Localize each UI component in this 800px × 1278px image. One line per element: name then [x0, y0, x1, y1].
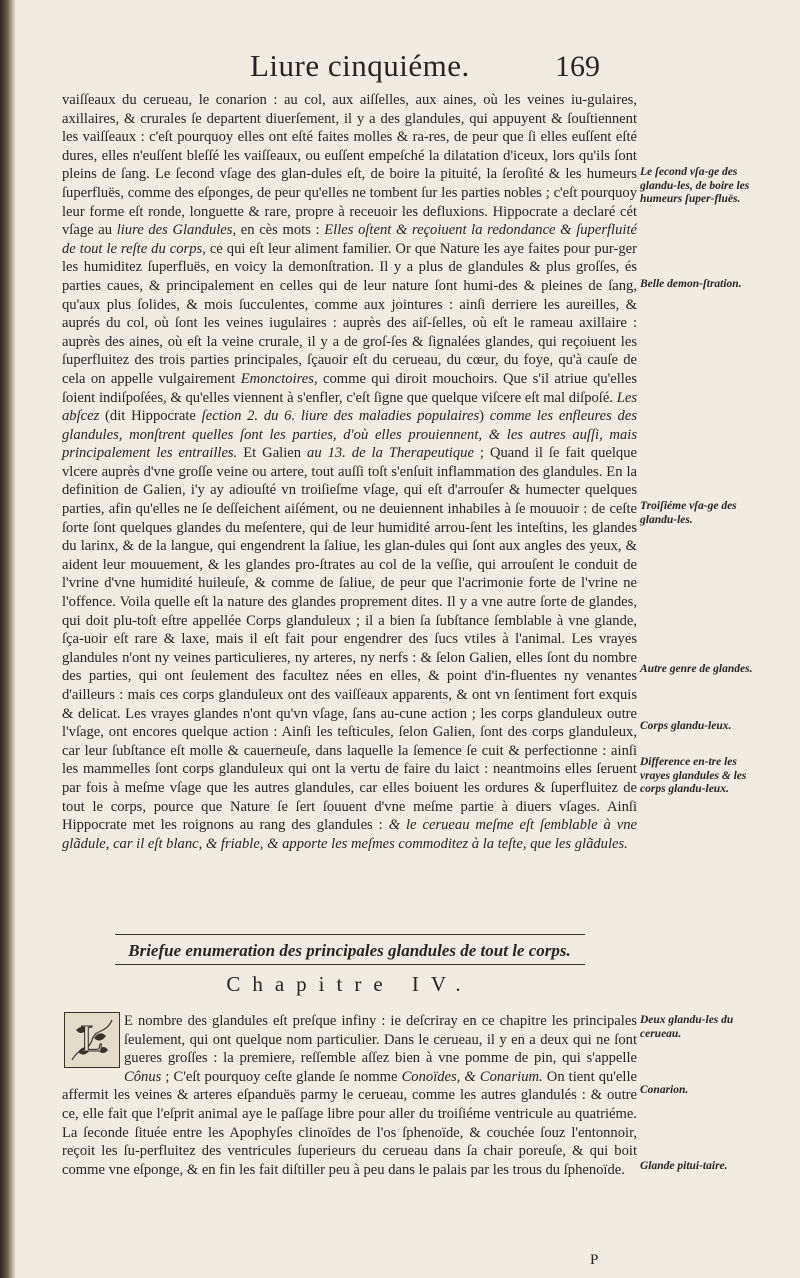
text-run: Conoïdes, & Conarium.: [401, 1068, 543, 1085]
text-run: Les abſcez: [62, 389, 637, 425]
text-run: Emonctoires: [240, 370, 314, 387]
margin-note: Le ſecond vſa-ge des glandu-les, de boire les humeurs ſuper-fluës.: [640, 166, 750, 205]
chapter-heading: Chapitre IV.: [226, 972, 473, 996]
margin-note: Glande pitui-taire.: [640, 1160, 728, 1172]
chapter-body: [62, 1012, 637, 1179]
text-run: ): [479, 408, 490, 425]
margin-note: Conarion.: [640, 1084, 689, 1096]
quotation: & le cerueau meſme eſt ſemblable à vne glãdule, car il eſt blanc, & friable, & apporte les meſmes commoditez à la teſte, que les glãdules.: [62, 817, 638, 852]
decorated-initial: [64, 1012, 120, 1068]
text-run: , en cès mots :: [232, 222, 325, 239]
body-text: [62, 91, 637, 853]
page-number: 169: [555, 50, 600, 83]
text-run: , ce qui eſt leur aliment familier. Or que Nature les aye faites pour pur-ger les humiditez ſuperfluës, en voicy la demonſtration. Il y a plus de glandules & plus groſſes, és parties caues, & principalement en celles qui de leur nature ſont humi-des & pleines de ſang, qu'aux plus ſolides, & mois ſucculentes, comme aux jointures : ainſi derriere les aureilles, & auprés du col, où ſont les veines iugulaires : auprès des aiſ-ſelles, où eſt le rameau axillaire : auprès des aines, où eſt la veine crurale, il y a de groſ-ſes & ſignalées glandes, qui reçoiuent les ſuperfluitez des trois parties principales, ſçauoir eſt du cerueau, du cœur, du foye, qu'à cauſe de cela on appelle vulgairement: [62, 240, 637, 387]
text-run: On tient qu'elle affermit les veines & arteres eſpanduës parmy le cerueau, comme les autres glandulés : & outre ce, elle fait que l'eſprit animal aye le paſſage libre pour aller du troiſiéme ventricule au quatriéme. La ſeconde ſituée entre les Apophyſes clinoïdes de l'os ſphenoïde, & couchée ſouz l'entonnoir, reçoit les ſu-perfluitez des ventricules ſuperieurs du cerueau dans ſa chair poreuſe, & qui boit comme vne eſponge, & en fin les fait diſtiller peu à peu dans le palais par les trous du ſphenoïde.: [62, 1068, 637, 1178]
margin-note: Belle demon-ſtration.: [640, 278, 742, 290]
main-paragraph: [62, 91, 637, 853]
section-title: Briefue enumeration des principales glandules de tout le corps.: [128, 941, 571, 960]
text-run: vaiſſeaux du cerueau, le conarion : au col, aux aiſſelles, aux aines, où les veines iu-gulaires, axillaires, & crurales ſe departent diuerſement, il y a des glandules, qui appuyent & ſouſtiennent les vaiſſeaux : c'eſt pourquoy elles ont eſté faites molles & ra-res, de peur que ſi elles euſſent eſté dures, elles n'euſſent bleſſé les vaiſſeaux, ou euſſent empeſché la dilatation d'iceux, lors qu'ils ſont pleins de ſang. Le ſecond vſage des glan-dules eſt, de boire la pituité, la ſeroſité & les humeurs ſuperfluës, comme des eſponges, de peur qu'elles ne tombent ſur les parties nobles ; c'eſt pourquoy leur forme eſt ronde, longuette & rare, propre à receuoir les defluxions. Hippocrate a declaré cét vſage au: [62, 92, 637, 239]
margin-note: Difference en-tre les vrayes glandules & les corps glandu-leux.: [640, 756, 747, 795]
divider-rule: [115, 934, 585, 935]
text-run: (dit Hippocrate: [99, 408, 202, 425]
running-head: Liure cinquiéme.: [250, 48, 470, 83]
margin-note: Deux glandu-les du cerueau.: [640, 1014, 734, 1040]
text-run: Cônus: [124, 1068, 162, 1085]
text-run: , comme qui diroit mouchoirs. Que s'il atriue qu'elles ſoient indiſpoſées, & qu'elles viennent à s'enfler, c'eſt ſigne que quelque viſcere eſt mal diſpoſé.: [62, 370, 637, 406]
signature-mark: P: [590, 1252, 599, 1268]
book-spine: [0, 0, 16, 1278]
margin-note: Troiſiéme vſa-ge des glandu-les.: [640, 500, 737, 526]
margin-note: Autre genre de glandes.: [640, 663, 753, 675]
margin-note: Corps glandu-leux.: [640, 720, 732, 732]
page-header: [250, 48, 600, 88]
citation: au 13. de la Therapeutique: [307, 445, 474, 462]
citation: ſection 2. du 6. liure des maladies populaires: [201, 408, 480, 425]
dropcap-letter: L: [80, 1018, 104, 1060]
divider-rule: [115, 964, 585, 965]
text-run: ; Quand il ſe fait quelque vlcere auprès d'vne groſſe veine ou artere, tout auſſi toſt s'enſuit inflammation des glandules. En la definition de Galien, i'y ay adiouſté vn troiſieſme vſage, qui eſt d'arrouſer & humecter quelques parties, afin qu'elles ne ſe deſſeichent aiſément, ou ne deuiennent inhabiles à ſe mouuoir : de ceſte ſorte ſont quelques glandes du meſentere, qui de leur humidité arrou-ſent les inteſtins, les glandes du larinx, & de la langue, qui engendrent la ſaliue, les glan-dules qui ſont aux angles des yeux, & aident leur mouuement, & les glandes pro-ſtrates au col de la veſſie, qui arrouſent le conduit de l'vrine d'vne humidité huileuſe, & comme de ſaliue, de peur que l'acrimonie forte de l'vrine ne l'offence. Voila quelle eſt la nature des glandes proprement dites. Il y a vne autre ſorte de glandes, qui doit plu-toſt eſtre appellée Corps glanduleux ; il a bien ſa ſubſtance ſemblable à vne glande, ſça-uoir eſt rare & laxe, mais il eſt fait pour engendrer des ſucs vtiles à l'animal. Les vrayes glandules n'ont ny veines particulieres, ny arteres, ny nerfs : & ſelon Galien, elles ſont du nombre des parties, qui ont ſeulement des facultez nées en elles, & point d'in-fluentes ny venantes d'ailleurs : mais ces corps glanduleux ont des vaiſſeaux apparents, & ont vn ſentiment fort exquis & delicat. Les vrayes glandes n'ont qu'vn vſage, ſans au-cune action ; les corps glanduleux outre l'vſage, ont encores quelque action : Ainſi les teſticules, ſelon Galien, ſont des corps glanduleux, car leur ſubſtance eſt molle & cauerneuſe, dans laquelle la ſemence ſe cuit & perfectionne : ainſi les mammelles ſont corps glanduleux qui ont la vertu de faire du laict : neantmoins elles ſeruent par fois à meſme vſage que les autres glandules, car elles boiuent les ordures & ſuperfluitez de tout le corps, pource que Nature ſe ſert ſouuent d'vne meſme partie à diuers vſages. Ainſi Hippocrate met les roignons au rang des glandules :: [62, 445, 637, 834]
quotation: comme les enfleures des glandules, monſtrent quelles ſont les parties, d'où elles prouiennent, & les autres auſſi, mais principalement les entrailles.: [62, 408, 637, 462]
quotation: Elles oſtent & reçoiuent la redondance & ſuperfluité de tout le reſte du corps: [62, 222, 637, 257]
text-run: Et Galien: [237, 445, 308, 462]
text-run: E nombre des glandules eſt preſque infiny : ie deſcriray en ce chapitre les principales ſeulement, qui ont quelque nom particulier. Dans le cerueau, il y en a deux qui ne ſont gueres groſſes : la premiere, reſſemble aſſez bien à vne pomme de pin, qui s'appelle: [124, 1013, 637, 1067]
text-run: liure des Glandules: [116, 222, 233, 239]
text-run: ; C'eſt pourquoy ceſte glande ſe nomme: [161, 1068, 402, 1085]
